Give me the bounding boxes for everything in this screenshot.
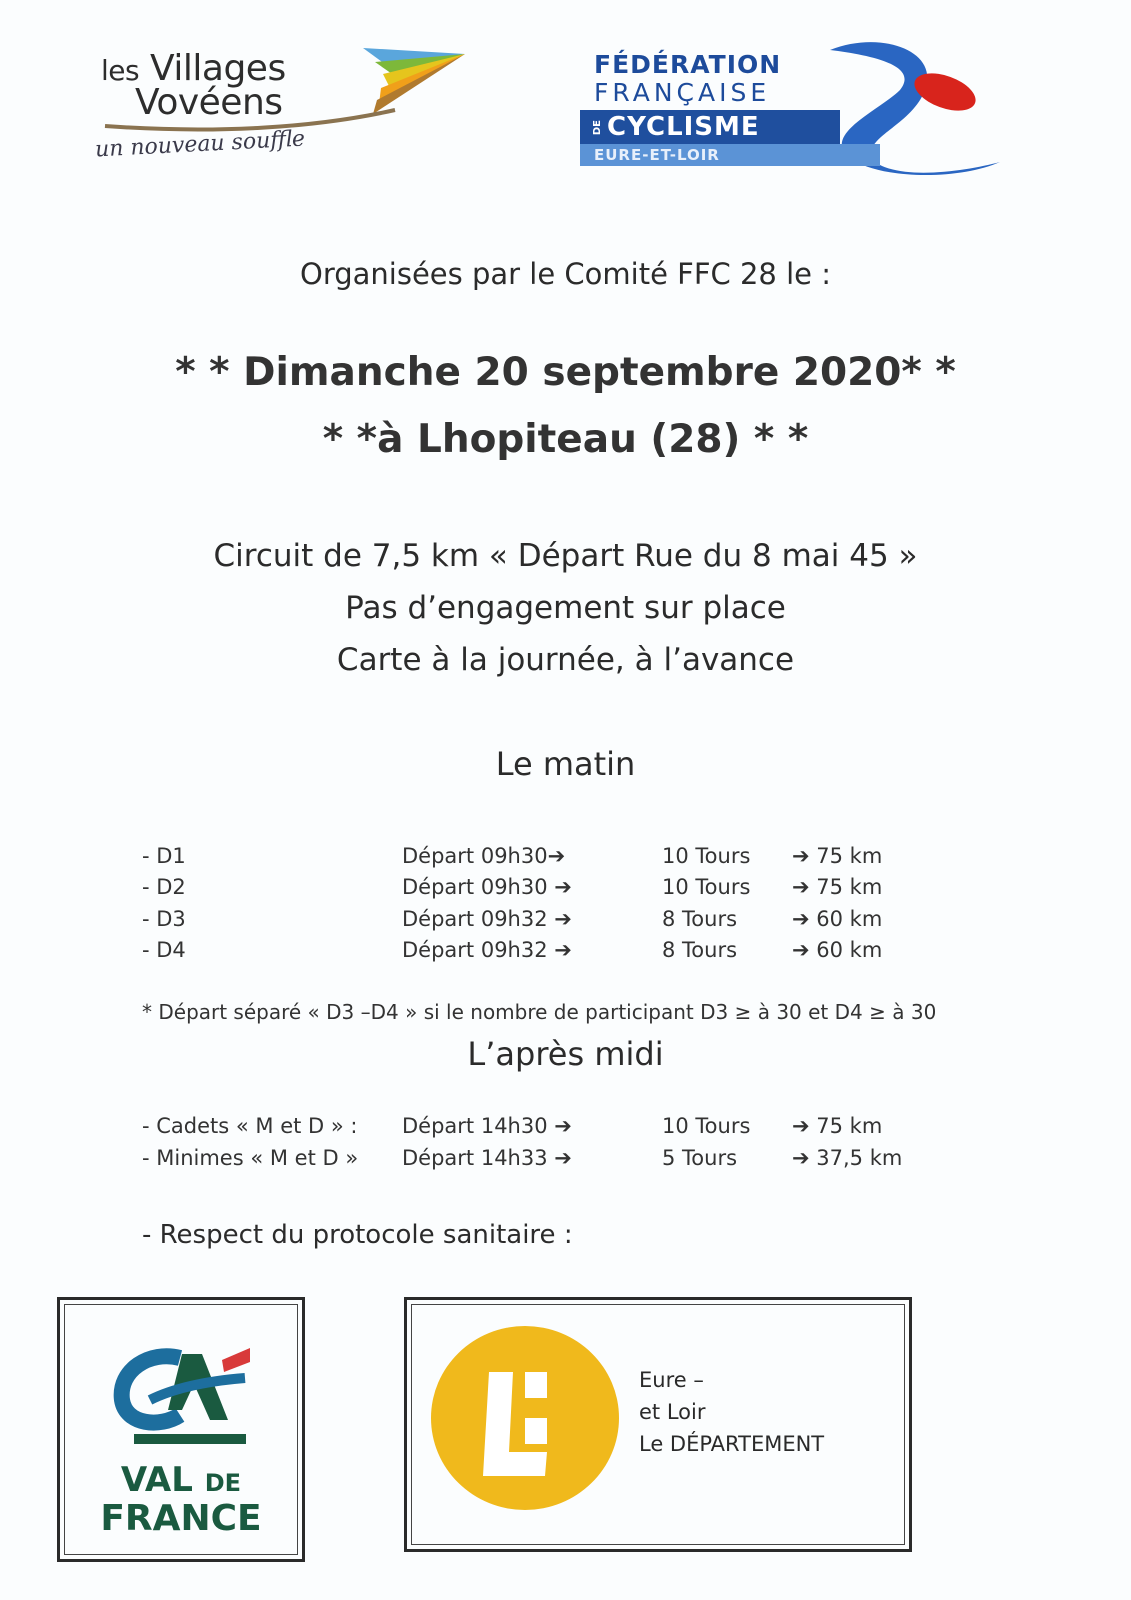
schedule-row xyxy=(0,1114,1131,1144)
category: - Cadets « M et D » : xyxy=(142,1114,358,1138)
start-time: Départ 09h32 ➔ xyxy=(402,907,572,931)
category: - Minimes « M et D » xyxy=(142,1146,359,1170)
card-info: Carte à la journée, à l’avance xyxy=(336,642,795,678)
laps: 5 Tours xyxy=(662,1146,738,1170)
credit-agricole-logo-icon xyxy=(110,1340,260,1450)
event-place: * *à Lhopiteau (28) * * xyxy=(322,417,809,462)
ffc-text-de: DE xyxy=(592,119,603,136)
distance: ➔ 37,5 km xyxy=(792,1146,903,1170)
distance: ➔ 60 km xyxy=(792,907,883,931)
ffc-text-francaise: FRANÇAISE xyxy=(594,78,771,107)
start-time: Départ 09h30➔ xyxy=(402,844,566,868)
laps: 8 Tours xyxy=(662,907,738,931)
logo-text-villages: Villages xyxy=(150,48,286,89)
morning-title: Le matin xyxy=(495,745,636,783)
category: - D4 xyxy=(142,938,186,962)
start-time: Départ 14h33 ➔ xyxy=(402,1146,572,1170)
ffc-eure-et-loir-logo xyxy=(580,30,1020,180)
departement-sponsor-box xyxy=(404,1297,912,1552)
logo-tagline: un nouveau souffle xyxy=(94,126,306,163)
start-time: Départ 09h32 ➔ xyxy=(402,938,572,962)
logo-text-voveens: Vovéens xyxy=(135,82,283,123)
villages-voveens-logo xyxy=(95,40,475,170)
ffc-text-federation: FÉDÉRATION xyxy=(594,50,782,79)
category: - D3 xyxy=(142,907,186,931)
laps: 10 Tours xyxy=(662,844,751,868)
laps: 10 Tours xyxy=(662,875,751,899)
category: - D2 xyxy=(142,875,186,899)
afternoon-title: L’après midi xyxy=(467,1035,664,1073)
start-time: Départ 09h30 ➔ xyxy=(402,875,572,899)
schedule-row xyxy=(0,907,1131,937)
separate-start-note: * Départ séparé « D3 –D4 » si le nombre de participant D3 ≥ à 30 et D4 ≥ à 30 xyxy=(142,1000,937,1024)
start-time: Départ 14h30 ➔ xyxy=(402,1114,572,1138)
departement-text-line3: Le DÉPARTEMENT xyxy=(639,1432,825,1456)
logo-text-les: les xyxy=(101,54,140,87)
schedule-row xyxy=(0,844,1131,874)
distance: ➔ 60 km xyxy=(792,938,883,962)
laps: 8 Tours xyxy=(662,938,738,962)
ca-text-de: DE xyxy=(204,1469,242,1497)
ffc-text-eure-et-loir: EURE-ET-LOIR xyxy=(594,146,720,164)
credit-agricole-sponsor-box xyxy=(57,1297,305,1562)
distance: ➔ 75 km xyxy=(792,1114,883,1138)
category: - D1 xyxy=(142,844,186,868)
ca-text-france: FRANCE xyxy=(100,1498,262,1539)
distance: ➔ 75 km xyxy=(792,875,883,899)
laps: 10 Tours xyxy=(662,1114,751,1138)
circuit-info: Circuit de 7,5 km « Départ Rue du 8 mai 45 » xyxy=(213,538,918,574)
event-date: * * Dimanche 20 septembre 2020* * xyxy=(175,350,956,395)
schedule-row xyxy=(0,1146,1131,1176)
organiser-line: Organisées par le Comité FFC 28 le : xyxy=(300,257,831,291)
schedule-row xyxy=(0,938,1131,968)
registration-info: Pas d’engagement sur place xyxy=(345,590,786,626)
departement-text-line1: Eure – xyxy=(639,1368,704,1392)
health-protocol-line: - Respect du protocole sanitaire : xyxy=(142,1220,573,1250)
departement-text-line2: et Loir xyxy=(639,1400,706,1424)
distance: ➔ 75 km xyxy=(792,844,883,868)
schedule-row xyxy=(0,875,1131,905)
departement-logo-icon xyxy=(429,1322,629,1522)
ca-text-val: VAL xyxy=(120,1460,193,1500)
ffc-text-cyclisme: CYCLISME xyxy=(607,112,760,142)
